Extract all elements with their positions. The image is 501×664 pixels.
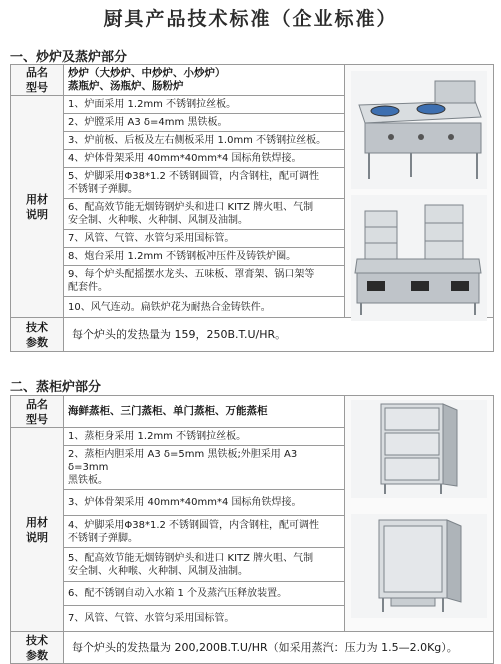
material-item: 2、炉膛采用 A3 δ=4mm 黑铁板。 (64, 114, 345, 132)
product-photos-steamers (345, 396, 494, 632)
product-names: 炒炉（大炒炉、中炒炉、小炒炉） 蒸瓶炉、汤瓶炉、肠粉炉 (64, 65, 345, 96)
tech-params-value: 每个炉头的发热量为 200,200B.T.U/HR（如采用蒸汽：压力为 1.5—2.0Kg）。 (64, 632, 494, 664)
spec-table-stoves (10, 64, 494, 352)
wok-stove-photo (351, 71, 487, 189)
material-item: 9、每个炉头配摇摆水龙头、五味板、罩膏架、锅口架等 配套件。 (64, 266, 345, 297)
material-item: 7、风管、气管、水管匀采用国标管。 (64, 230, 345, 248)
spec-table-steamers (10, 395, 494, 664)
material-item: 2、蒸柜内胆采用 A3 δ=5mm 黑铁板;外胆采用 A3 δ=3mm 黑铁板。 (64, 446, 345, 490)
material-item: 1、炉面采用 1.2mm 不锈钢拉丝板。 (64, 96, 345, 114)
material-item: 1、蒸柜身采用 1.2mm 不锈钢拉丝板。 (64, 428, 345, 446)
name-model-label: 品名 型号 (11, 396, 64, 428)
material-item: 8、炮台采用 1.2mm 不锈钢板冲压件及铸铁炉圈。 (64, 248, 345, 266)
material-item: 4、炉体骨架采用 40mm*40mm*4 国标角铁焊接。 (64, 150, 345, 168)
material-item: 5、配高效节能无烟铸钢炉头和进口 KITZ 牌火咀、气制 安全制、火种喉、火种制、风制及油制。 (64, 548, 345, 582)
tech-params-value: 每个炉头的发热量为 159，250B.T.U/HR。 (64, 318, 494, 352)
material-item: 3、炉体骨架采用 40mm*40mm*4 国标角铁焊接。 (64, 490, 345, 516)
materials-label: 用材 说明 (11, 96, 64, 318)
material-item: 6、配高效节能无烟铸钢炉头和进口 KITZ 牌火咀、气制 安全制、火种喉、火种制、风制及油制。 (64, 199, 345, 230)
single-door-steamer-photo (351, 514, 487, 618)
material-item: 5、炉脚采用Φ38*1.2 不锈钢圆管，内含钢柱，配可调性 不锈钢子弹脚。 (64, 168, 345, 199)
tech-params-label: 技术 参数 (11, 318, 64, 352)
page-title: 厨具产品技术标准（企业标准） (103, 8, 398, 30)
steamer-stove-photo (351, 195, 487, 321)
section-heading-steamers: 二、蒸柜炉部分 (10, 380, 102, 395)
name-model-label: 品名 型号 (11, 65, 64, 96)
tech-params-label: 技术 参数 (11, 632, 64, 664)
material-item: 4、炉脚采用Φ38*1.2 不锈钢圆管，内含钢柱，配可调性 不锈钢子弹脚。 (64, 516, 345, 548)
three-door-steamer-photo (351, 400, 487, 498)
material-item: 6、配不锈钢自动入水箱 1 个及蒸汽压释放装置。 (64, 582, 345, 606)
section-heading-stoves: 一、炒炉及蒸炉部分 (10, 50, 128, 65)
material-item: 3、炉前板、后板及左右侧板采用 1.0mm 不锈钢拉丝板。 (64, 132, 345, 150)
product-photos-stoves (345, 65, 494, 318)
material-item: 7、风管、气管、水管匀采用国标管。 (64, 606, 345, 632)
materials-label: 用材 说明 (11, 428, 64, 632)
product-names: 海鲜蒸柜、三门蒸柜、单门蒸柜、万能蒸柜 (64, 396, 345, 428)
material-item: 10、风气连动。扁铁炉花为耐热合金铸铁件。 (64, 297, 345, 318)
